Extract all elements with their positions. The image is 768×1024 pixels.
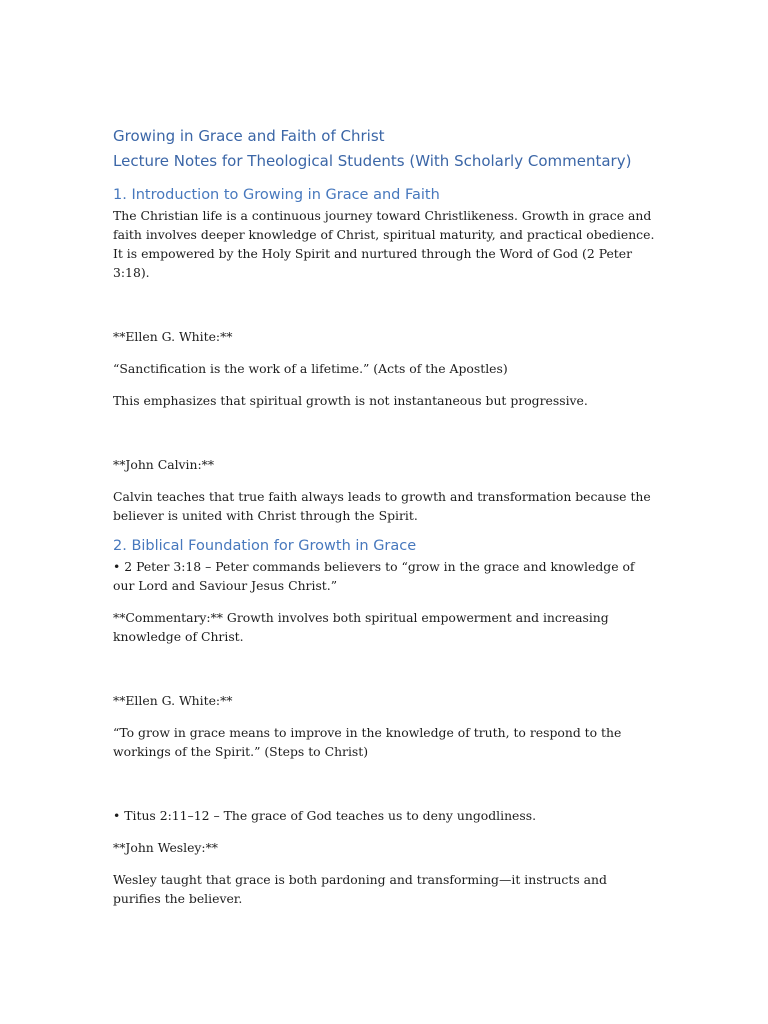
section-1-intro: The Christian life is a continuous journey toward Christlikeness. Growth in grace and faith involves deeper knowledge of Christ, spiritual maturity, and practical obedience. It is empowered by the Holy Spirit and nurtured through the Word of God (2 Peter 3:18). — [113, 208, 655, 280]
section-1-heading: 1. Introduction to Growing in Grace and Faith — [113, 187, 440, 203]
peter-bullet: • 2 Peter 3:18 – Peter commands believers to “grow in the grace and knowledge of our Lord and Saviour Jesus Christ.” — [113, 559, 635, 593]
calvin-label: **John Calvin:** — [113, 457, 215, 472]
document-subtitle: Lecture Notes for Theological Students (With Scholarly Commentary) — [113, 152, 632, 170]
wesley-label: **John Wesley:** — [113, 840, 218, 855]
document-body — [113, 124, 658, 921]
white-label: **Ellen G. White:** — [113, 329, 233, 344]
document-title: Growing in Grace and Faith of Christ — [113, 127, 385, 145]
white-label-2: **Ellen G. White:** — [113, 693, 233, 708]
white-quote-2: “To grow in grace means to improve in the knowledge of truth, to respond to the workings of the Spirit.” (Steps to Christ) — [113, 725, 622, 759]
white-note: This emphasizes that spiritual growth is not instantaneous but progressive. — [113, 393, 588, 408]
white-quote: “Sanctification is the work of a lifetime.” (Acts of the Apostles) — [113, 361, 508, 376]
titus-bullet: • Titus 2:11–12 – The grace of God teaches us to deny ungodliness. — [113, 808, 537, 823]
wesley-text: Wesley taught that grace is both pardoning and transforming—it instructs and purifies the believer. — [113, 872, 607, 906]
calvin-text: Calvin teaches that true faith always leads to growth and transformation because the believer is united with Christ through the Spirit. — [113, 489, 651, 523]
commentary-paragraph: **Commentary:** Growth involves both spiritual empowerment and increasing knowledge of Christ. — [113, 610, 609, 644]
section-2-heading: 2. Biblical Foundation for Growth in Grace — [113, 538, 417, 554]
